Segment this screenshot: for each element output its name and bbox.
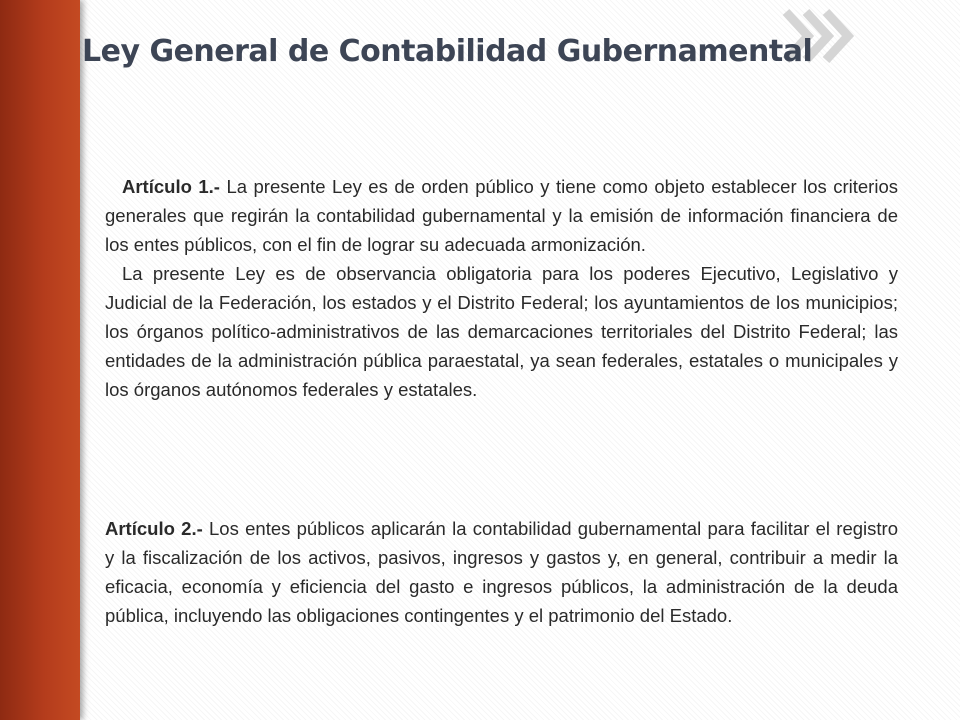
article-1-text: La presente Ley es de orden público y tiene como objeto establecer los criterios generales que regirán la contabilidad gubernamental y la emisión de información financiera de los entes públicos, con el fin de lograr su adecuada armonización. — [105, 176, 898, 255]
article-2-heading: Artículo 2.- — [105, 518, 203, 539]
article-1 — [105, 172, 898, 404]
article-2 — [105, 514, 898, 630]
slide-title: Ley General de Contabilidad Gubernamental — [82, 34, 813, 69]
article-1-paragraph-2: La presente Ley es de observancia obligatoria para los poderes Ejecutivo, Legislativo y Judicial de la Federación, los estados y el Distrito Federal; los ayuntamientos de los municipios; los órganos político-administrativos de las demarcaciones territoriales del Distrito Federal; las entidades de la administración pública paraestatal, ya sean federales, estatales o municipales y los órganos autónomos federales y estatales. — [105, 263, 898, 400]
article-2-text: Los entes públicos aplicarán la contabilidad gubernamental para facilitar el registro y la fiscalización de los activos, pasivos, ingresos y gastos y, en general, contribuir a medir la eficacia, economía y eficiencia del gasto e ingresos públicos, la administración de la deuda pública, incluyendo las obligaciones contingentes y el patrimonio del Estado. — [105, 518, 898, 626]
left-accent-bar — [0, 0, 80, 720]
article-1-paragraph-1 — [105, 172, 898, 259]
article-1-heading: Artículo 1.- — [122, 176, 220, 197]
article-2-paragraph — [105, 514, 898, 630]
